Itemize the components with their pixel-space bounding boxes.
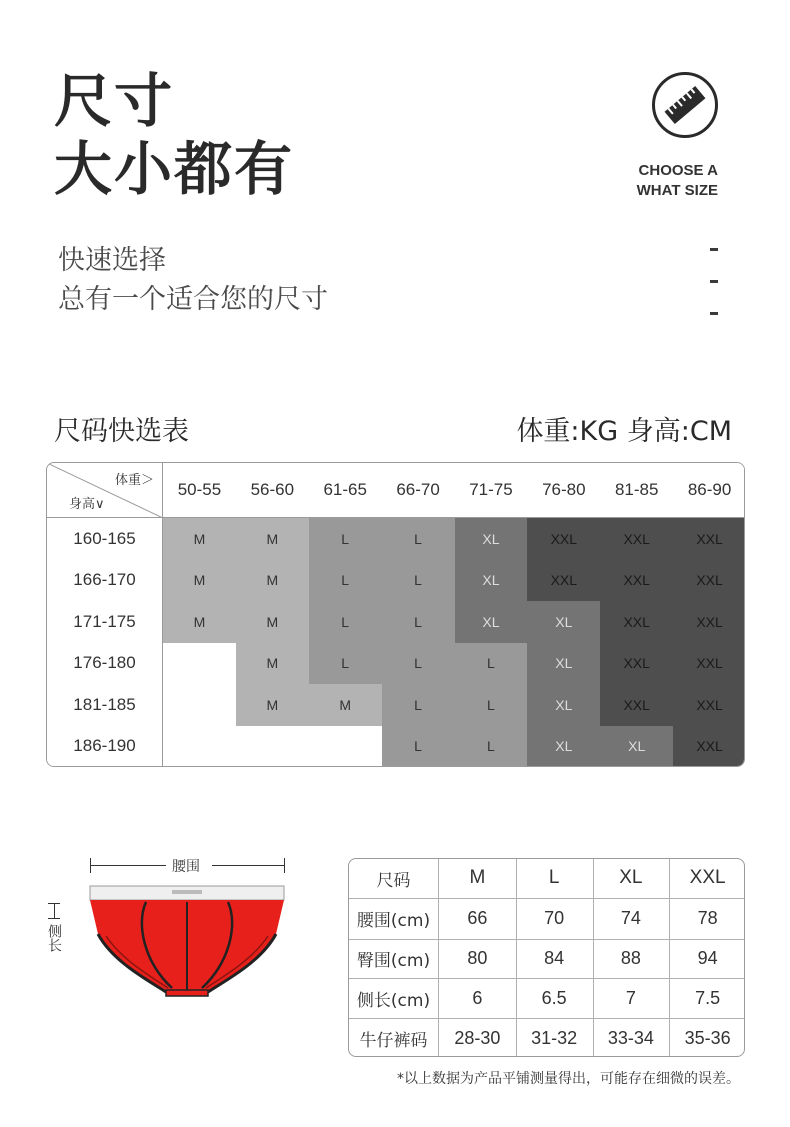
size-cell: XL (527, 726, 601, 768)
size-cell: M (236, 518, 310, 561)
size-cell: XXL (673, 684, 745, 727)
measurement-value: 78 (669, 899, 745, 940)
size-cell: XL (527, 643, 601, 686)
size-cell-empty (163, 726, 237, 768)
ruler-icon (652, 72, 718, 138)
weight-column-header: 50-55 (163, 463, 237, 518)
size-cell-empty (163, 643, 237, 686)
size-cell: L (382, 518, 456, 561)
size-cell: XXL (673, 726, 745, 768)
weight-axis-label: 体重＞ (114, 473, 154, 488)
weight-column-header: 76-80 (527, 463, 601, 518)
measurement-row-label: 臀围(cm) (349, 939, 439, 980)
measurement-header-label: 尺码 (349, 859, 439, 899)
size-cell: L (455, 643, 529, 686)
size-cell: XXL (600, 560, 674, 603)
size-cell: M (236, 643, 310, 686)
height-row-header: 171-175 (47, 601, 163, 644)
side-measure-bar (54, 903, 55, 919)
size-cell: XXL (527, 560, 601, 603)
measurement-value: 88 (593, 939, 671, 980)
weight-column-header: 81-85 (600, 463, 674, 518)
size-cell-empty (236, 726, 310, 768)
size-cell-empty (163, 684, 237, 727)
size-cell: L (382, 726, 456, 768)
measurement-value: 6.5 (516, 978, 594, 1019)
size-cell: L (455, 684, 529, 727)
size-cell: L (455, 726, 529, 768)
height-row-header: 176-180 (47, 643, 163, 686)
measurement-row-label: 腰围(cm) (349, 899, 439, 940)
measurement-value: 7 (593, 978, 671, 1019)
size-cell: XXL (600, 601, 674, 644)
measurement-table (348, 858, 745, 1057)
size-column-header: XL (593, 859, 671, 899)
measurement-value: 94 (669, 939, 745, 980)
choose-size-caption-line2: WHAT SIZE (636, 182, 718, 199)
height-axis-label: 身高∨ (69, 497, 105, 512)
measurement-row-label: 侧长(cm) (349, 978, 439, 1019)
size-chart-corner (47, 463, 163, 518)
size-column-header: M (439, 859, 517, 899)
size-cell: XL (455, 601, 529, 644)
measurement-value: 84 (516, 939, 594, 980)
measurement-value: 80 (439, 939, 517, 980)
size-column-header: XXL (669, 859, 745, 899)
decorative-dash (710, 248, 718, 251)
side-length-label: 侧长 (46, 924, 62, 952)
waist-measure-line (212, 865, 284, 866)
size-cell: L (382, 643, 456, 686)
size-cell: XL (455, 518, 529, 561)
size-cell: XXL (673, 643, 745, 686)
size-column-header: L (516, 859, 594, 899)
size-chart-units: 体重:KG 身高:CM (516, 416, 732, 447)
size-cell: L (309, 518, 383, 561)
weight-column-header: 61-65 (309, 463, 383, 518)
page-title-line1: 尺寸 (54, 67, 175, 135)
decorative-dash (710, 280, 718, 283)
size-cell: XXL (600, 684, 674, 727)
size-cell: L (309, 601, 383, 644)
waist-measure-end (284, 858, 285, 873)
size-chart-title: 尺码快选表 (54, 416, 189, 447)
measurement-value: 66 (439, 899, 517, 940)
weight-column-header: 86-90 (673, 463, 745, 518)
height-row-header: 160-165 (47, 518, 163, 561)
size-cell: M (236, 560, 310, 603)
size-chart-grid (46, 462, 745, 767)
measurement-value: 6 (439, 978, 517, 1019)
briefs-illustration (86, 884, 288, 1002)
size-cell: XXL (673, 560, 745, 603)
size-cell: L (382, 684, 456, 727)
waist-label: 腰围 (172, 859, 200, 875)
size-cell: XL (600, 726, 674, 768)
size-cell: L (382, 560, 456, 603)
footnote: *以上数据为产品平铺测量得出，可能存在细微的误差。 (397, 1071, 740, 1087)
size-cell: M (163, 560, 237, 603)
measurement-value: 31-32 (516, 1018, 594, 1057)
height-row-header: 181-185 (47, 684, 163, 727)
choose-size-caption-line1: CHOOSE A (638, 162, 718, 179)
size-cell: XXL (600, 518, 674, 561)
size-cell: XXL (600, 643, 674, 686)
measurement-value: 28-30 (439, 1018, 517, 1057)
weight-column-header: 56-60 (236, 463, 310, 518)
size-cell: XXL (673, 518, 745, 561)
size-cell: M (163, 518, 237, 561)
subtitle-line2: 总有一个适合您的尺寸 (58, 284, 328, 315)
size-cell: XXL (527, 518, 601, 561)
size-cell: M (236, 601, 310, 644)
decorative-dash (710, 312, 718, 315)
measurement-value: 33-34 (593, 1018, 671, 1057)
size-cell: XXL (673, 601, 745, 644)
measurement-value: 70 (516, 899, 594, 940)
weight-column-header: 66-70 (382, 463, 456, 518)
size-cell: L (382, 601, 456, 644)
measurement-value: 35-36 (669, 1018, 745, 1057)
height-row-header: 186-190 (47, 726, 163, 768)
size-cell: L (309, 643, 383, 686)
weight-column-header: 71-75 (455, 463, 529, 518)
size-cell: M (163, 601, 237, 644)
height-row-header: 166-170 (47, 560, 163, 603)
measurement-value: 74 (593, 899, 671, 940)
subtitle-line1: 快速选择 (58, 245, 166, 276)
size-cell: L (309, 560, 383, 603)
size-cell: XL (527, 601, 601, 644)
page-title-line2: 大小都有 (54, 135, 295, 203)
size-cell: M (236, 684, 310, 727)
side-measure-bottom (48, 918, 60, 919)
measurement-row-label: 牛仔裤码 (349, 1018, 439, 1057)
size-cell: XL (527, 684, 601, 727)
size-cell: XL (455, 560, 529, 603)
size-cell: M (309, 684, 383, 727)
waist-measure-line (90, 865, 166, 866)
measurement-value: 7.5 (669, 978, 745, 1019)
size-cell-empty (309, 726, 383, 768)
